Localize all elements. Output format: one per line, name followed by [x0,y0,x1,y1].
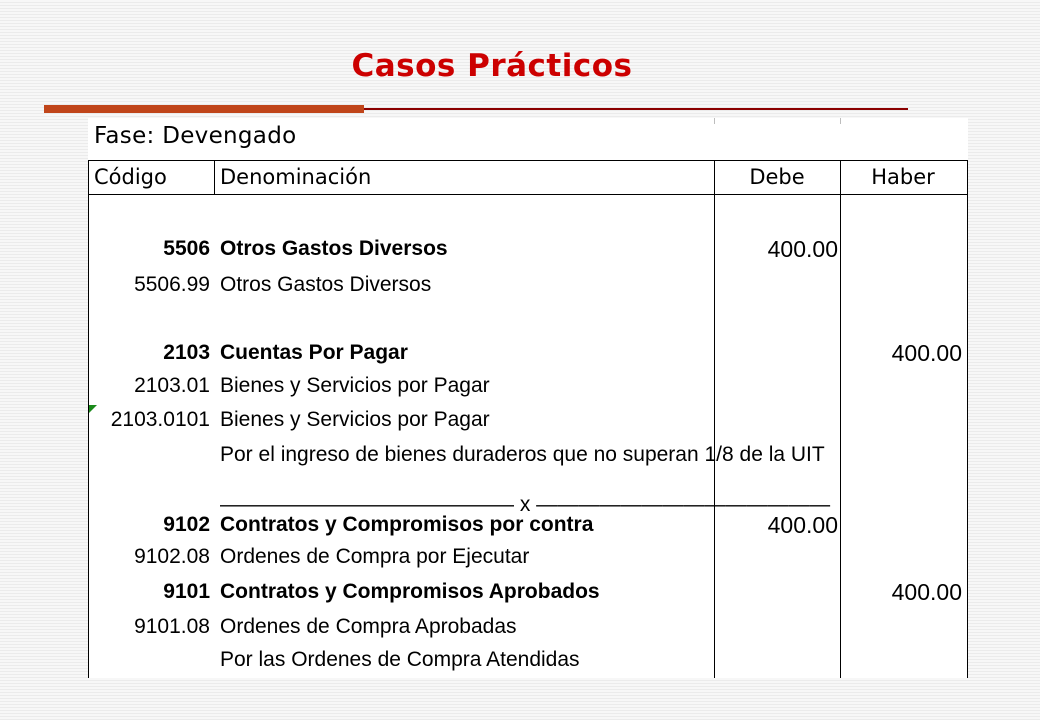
entry-description: Por las Ordenes de Compra Atendidas [220,648,580,671]
account-code: 5506.99 [134,273,210,296]
slide-title: Casos Prácticos [351,48,633,84]
account-name: Ordenes de Compra Aprobadas [220,615,517,638]
account-code: 2103 [163,341,210,364]
account-name: Otros Gastos Diversos [220,273,432,296]
account-name: Bienes y Servicios por Pagar [220,374,490,397]
haber-amount: 400.00 [891,340,962,366]
account-code: 9101.08 [134,615,210,638]
phase-title: Fase: Devengado [94,123,297,149]
account-code: 9102 [163,513,210,536]
table-row [88,338,968,368]
table-row [88,234,968,264]
table-row [88,542,968,572]
account-name: Cuentas Por Pagar [220,341,408,364]
cell-gridline [840,118,841,124]
header-top-border [88,160,968,161]
title-underline-thick [44,105,364,113]
table-row [88,510,968,540]
table-row [88,270,968,300]
account-code: 2103.01 [134,374,210,397]
account-name: Ordenes de Compra por Ejecutar [220,545,530,568]
column-header-code: Código [94,165,167,189]
account-code: 2103.0101 [110,408,210,431]
entry-separator: —————————————— x —————————————— [220,493,831,516]
account-code: 5506 [163,237,210,260]
table-row [88,645,968,675]
debe-amount: 400.00 [767,512,838,538]
account-name: Contratos y Compromisos por contra [220,513,594,536]
account-name: Bienes y Servicios por Pagar [220,408,490,431]
cell-gridline [714,118,715,124]
table-row [88,612,968,642]
account-name: Contratos y Compromisos Aprobados [220,580,600,603]
account-code: 9102.08 [134,545,210,568]
column-header-name: Denominación [220,165,372,189]
code-column-divider [214,160,215,195]
account-name: Otros Gastos Diversos [220,237,448,260]
table-row [88,440,968,470]
column-header-haber: Haber [871,165,935,189]
account-code: 9101 [163,580,210,603]
column-header-debe: Debe [749,165,805,189]
table-row [88,371,968,401]
debe-amount: 400.00 [767,236,838,262]
accounting-sheet [88,118,968,678]
haber-amount: 400.00 [891,579,962,605]
header-bottom-border [88,194,968,195]
table-row [88,405,968,435]
entry-description: Por el ingreso de bienes duraderos que no superan 1/8 de la UIT [220,443,825,466]
table-row [88,577,968,607]
title-underline-thin [364,108,908,110]
